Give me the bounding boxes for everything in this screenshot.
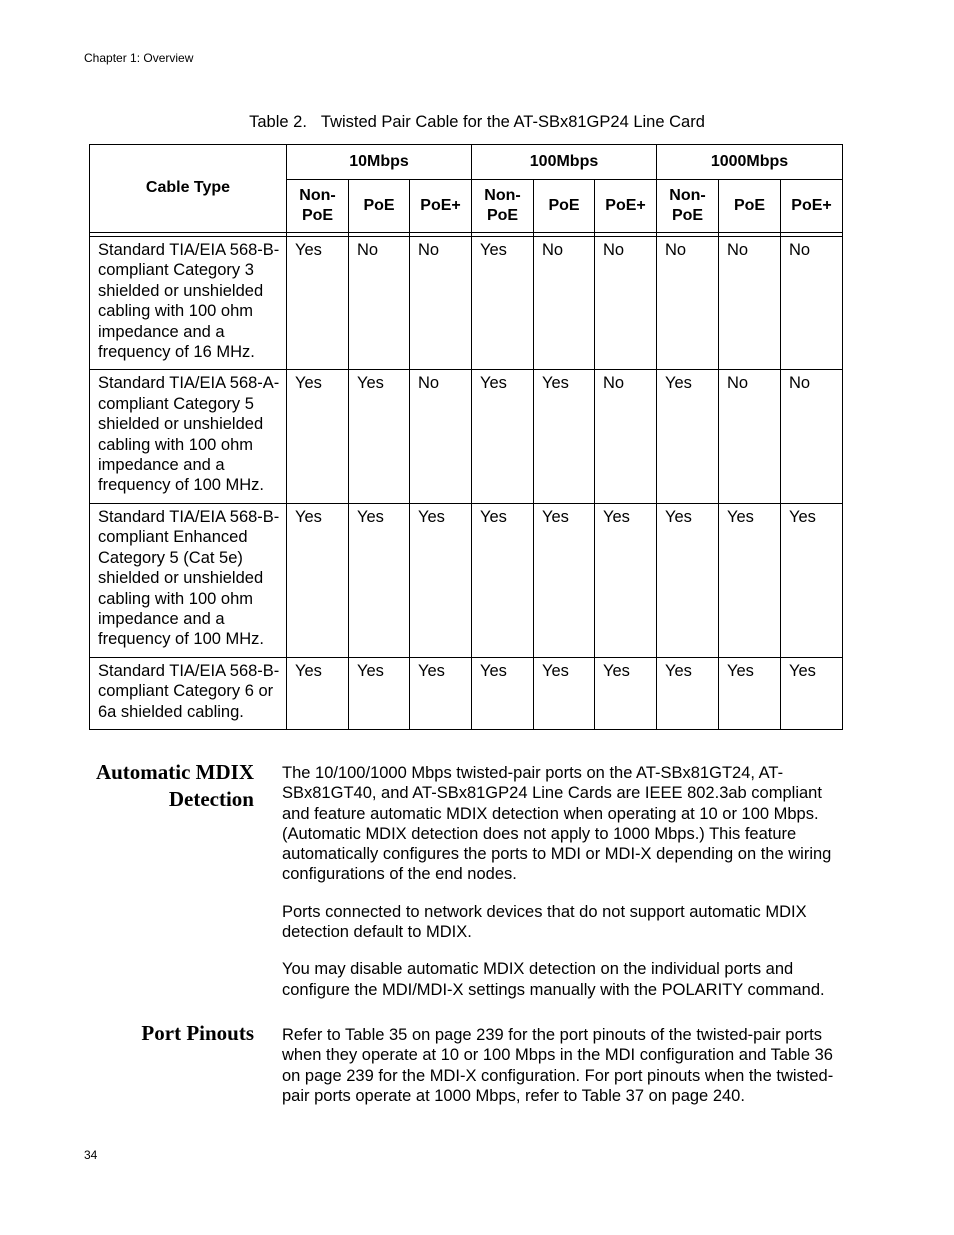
cable-type-cell: Standard TIA/EIA 568-B-compliant Category 6 or 6a shielded cabling. (90, 657, 287, 729)
support-cell: No (410, 370, 472, 503)
chapter-header: Chapter 1: Overview (84, 51, 194, 65)
table-caption (0, 113, 954, 132)
subheader-cell: Non-PoE (287, 180, 349, 233)
subheader-cell: Non-PoE (657, 180, 719, 233)
table-caption-label: Table 2. (249, 113, 307, 131)
cable-compatibility-table (89, 144, 843, 730)
support-cell: Yes (534, 503, 595, 657)
support-cell: Yes (781, 503, 843, 657)
support-cell: Yes (534, 657, 595, 729)
support-cell: Yes (719, 657, 781, 729)
mdix-paragraph: Ports connected to network devices that do not support automatic MDIX detection default to MDIX. (282, 902, 807, 942)
cable-type-cell: Standard TIA/EIA 568-B-compliant Enhanced Category 5 (Cat 5e) shielded or unshielded cabling with 100 ohm impedance and a frequency of 100 MHz. (90, 503, 287, 657)
support-cell: No (595, 370, 657, 503)
support-cell: Yes (719, 503, 781, 657)
support-cell: Yes (657, 657, 719, 729)
support-cell: Yes (287, 657, 349, 729)
table-row (90, 237, 843, 370)
support-cell: Yes (472, 370, 534, 503)
table-row (90, 657, 843, 729)
subheader-cell: PoE+ (410, 180, 472, 233)
subheader-cell: PoE+ (595, 180, 657, 233)
support-cell: Yes (287, 237, 349, 370)
support-cell: Yes (349, 657, 410, 729)
support-cell: No (410, 237, 472, 370)
subheader-cell: PoE (534, 180, 595, 233)
subheader-cell: PoE+ (781, 180, 843, 233)
support-cell: Yes (472, 503, 534, 657)
pinouts-paragraph: Refer to Table 35 on page 239 for the port pinouts of the twisted-pair ports when they operate at 10 or 100 Mbps in the MDI configuration and Table 36 on page 239 for the MDI-X configuration. For port pinouts when the twisted-pair ports operate at 1000 Mbps, refer to Table 37 on page 240. (282, 1026, 834, 1105)
support-cell: Yes (595, 503, 657, 657)
support-cell: Yes (781, 657, 843, 729)
group-header-1000mbps: 1000Mbps (657, 145, 843, 180)
support-cell: No (719, 237, 781, 370)
mdix-section-body (282, 763, 847, 1017)
subheader-cell: Non-PoE (472, 180, 534, 233)
cable-type-cell: Standard TIA/EIA 568-A-compliant Category 5 shielded or unshielded cabling with 100 ohm impedance and a frequency of 100 MHz. (90, 370, 287, 503)
mdix-paragraph: The 10/100/1000 Mbps twisted-pair ports on the AT-SBx81GT24, AT-SBx81GT40, and AT-SBx81GP24 Line Cards are IEEE 802.3ab compliant and feature automatic MDIX detection when operating at 10 or 100 Mbps. (Automatic MDIX detection does not apply to 1000 Mbps.) This feature automatically configures the ports to MDI or MDI-X depending on the wiring configurations of the end nodes. (282, 764, 832, 884)
support-cell: Yes (472, 237, 534, 370)
support-cell: Yes (410, 503, 472, 657)
group-header-100mbps: 100Mbps (472, 145, 657, 180)
mdix-heading (96, 759, 254, 813)
support-cell: Yes (287, 370, 349, 503)
subheader-cell: PoE (719, 180, 781, 233)
support-cell: No (781, 370, 843, 503)
cable-type-cell: Standard TIA/EIA 568-B-compliant Category 3 shielded or unshielded cabling with 100 ohm impedance and a frequency of 16 MHz. (90, 237, 287, 370)
support-cell: Yes (472, 657, 534, 729)
support-cell: No (349, 237, 410, 370)
support-cell: No (719, 370, 781, 503)
support-cell: No (595, 237, 657, 370)
pinouts-section-body (282, 1025, 847, 1123)
pinouts-heading: Port Pinouts (141, 1021, 254, 1045)
page-number: 34 (84, 1148, 98, 1162)
support-cell: Yes (349, 370, 410, 503)
support-cell: Yes (657, 503, 719, 657)
mdix-heading-line1: Automatic MDIX (95, 760, 254, 784)
support-cell: Yes (410, 657, 472, 729)
support-cell: Yes (287, 503, 349, 657)
support-cell: No (657, 237, 719, 370)
subheader-cell: PoE (349, 180, 410, 233)
support-cell: Yes (657, 370, 719, 503)
support-cell: No (781, 237, 843, 370)
mdix-paragraph: You may disable automatic MDIX detection on the individual ports and configure the MDI/MDI-X settings manually with the POLARITY command. (282, 960, 825, 999)
support-cell: No (534, 237, 595, 370)
table-row (90, 503, 843, 657)
support-cell: Yes (349, 503, 410, 657)
support-cell: Yes (595, 657, 657, 729)
table-row (90, 370, 843, 503)
mdix-heading-line2: Detection (168, 787, 254, 811)
group-header-10mbps: 10Mbps (287, 145, 472, 180)
support-cell: Yes (534, 370, 595, 503)
cable-type-header: Cable Type (90, 145, 287, 233)
table-caption-text: Twisted Pair Cable for the AT-SBx81GP24 Line Card (320, 113, 705, 131)
